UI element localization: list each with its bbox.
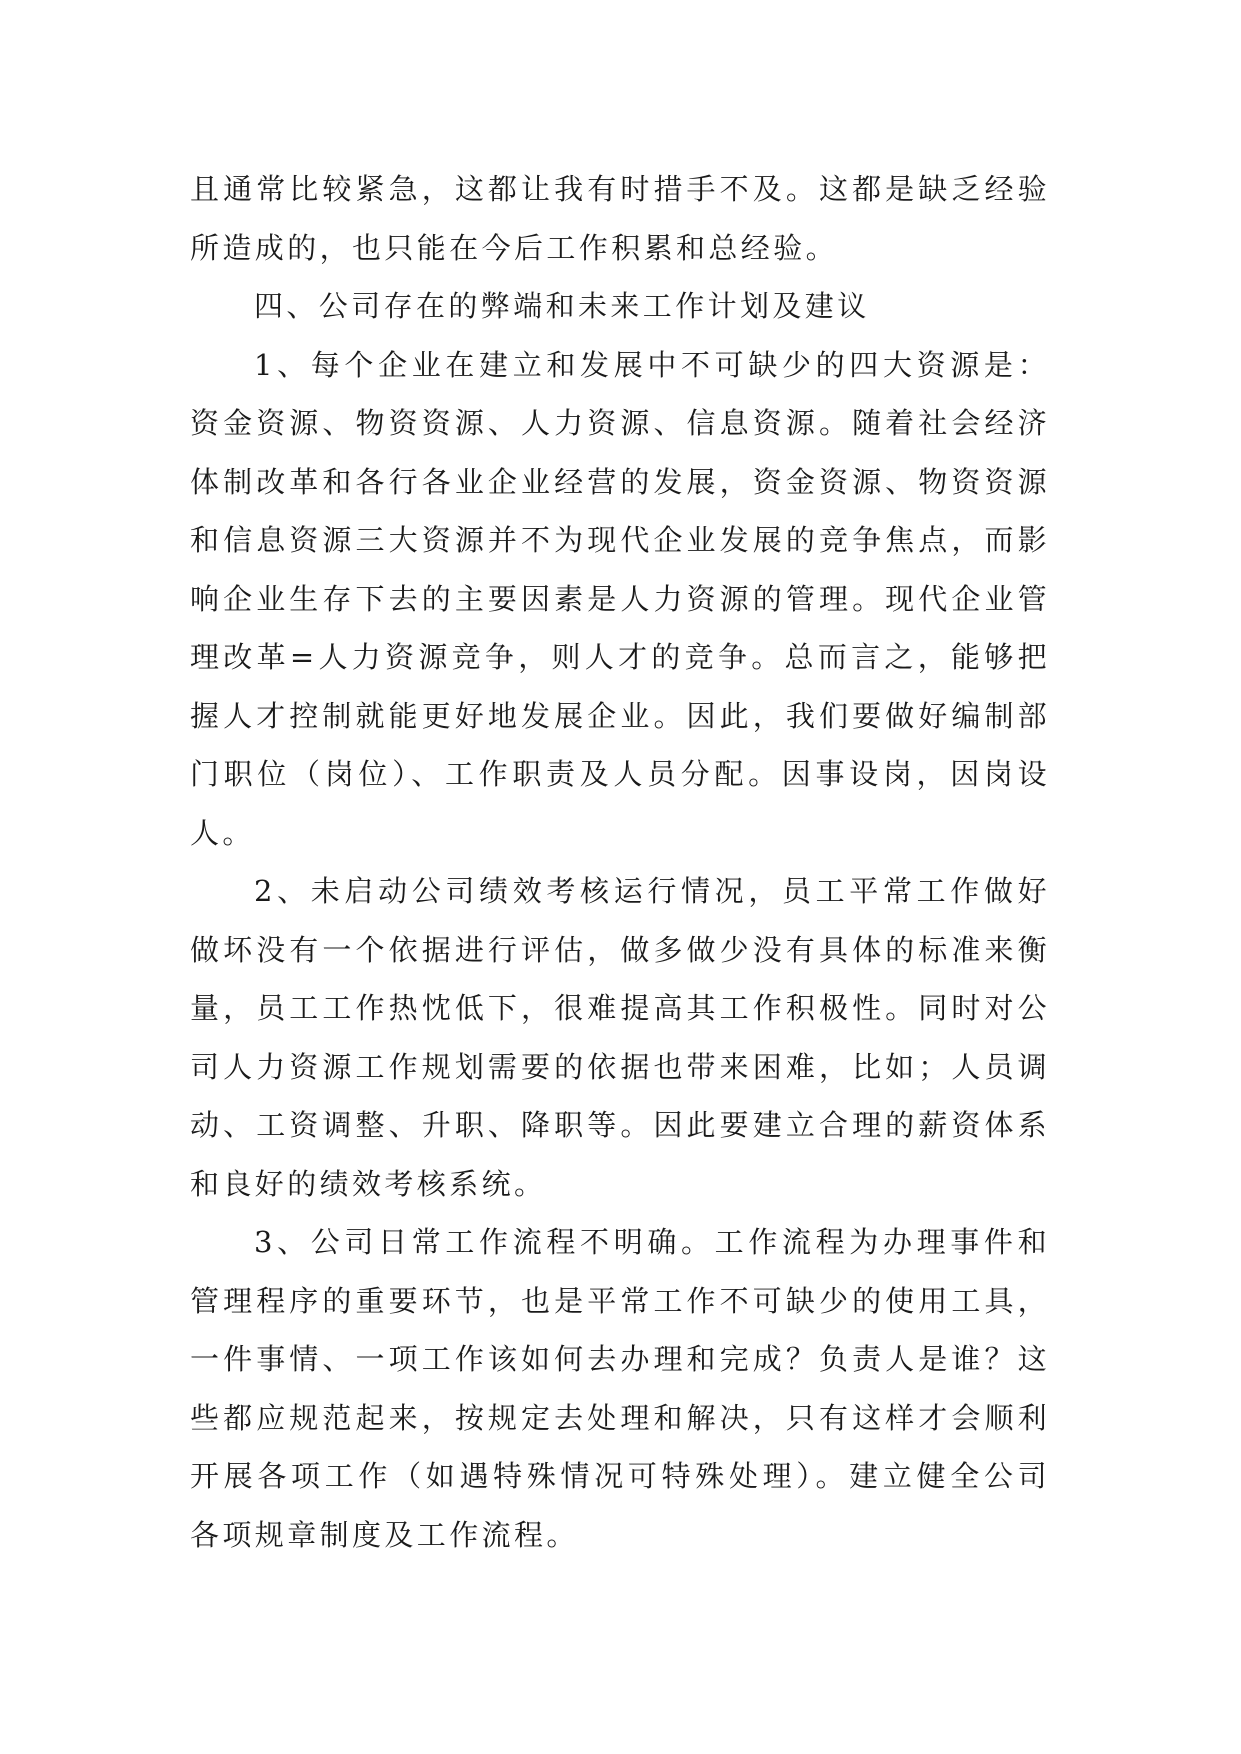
paragraph-item-1: 1、每个企业在建立和发展中不可缺少的四大资源是：资金资源、物资资源、人力资源、信息资源。随着社会经济体制改革和各行各业企业经营的发展，资金资源、物资资源和信息资源三大资源并不为现代企业发展的竞争焦点，而影响企业生存下去的主要因素是人力资源的管理。现代企业管理改革=人力资源竞争，则人才的竞争。总而言之，能够把握人才控制就能更好地发展企业。因此，我们要做好编制部门职位（岗位）、工作职责及人员分配。因事设岗，因岗设人。 <box>190 347 1050 850</box>
document-page <box>190 160 1050 1564</box>
continuation-paragraph: 且通常比较紧急，这都让我有时措手不及。这都是缺乏经验所造成的，也只能在今后工作积累和总经验。 <box>190 172 1050 265</box>
section-heading: 四、公司存在的弊端和未来工作计划及建议 <box>254 289 870 323</box>
paragraph-item-3: 3、公司日常工作流程不明确。工作流程为办理事件和管理程序的重要环节，也是平常工作不可缺少的使用工具，一件事情、一项工作该如何去办理和完成？负责人是谁？这些都应规范起来，按规定去处理和解决，只有这样才会顺利开展各项工作（如遇特殊情况可特殊处理）。建立健全公司各项规章制度及工作流程。 <box>190 1225 1050 1552</box>
paragraph-item-2: 2、未启动公司绩效考核运行情况，员工平常工作做好做坏没有一个依据进行评估，做多做少没有具体的标准来衡量，员工工作热忱低下，很难提高其工作积极性。同时对公司人力资源工作规划需要的依据也带来困难，比如；人员调动、工资调整、升职、降职等。因此要建立合理的薪资体系和良好的绩效考核系统。 <box>190 874 1050 1201</box>
